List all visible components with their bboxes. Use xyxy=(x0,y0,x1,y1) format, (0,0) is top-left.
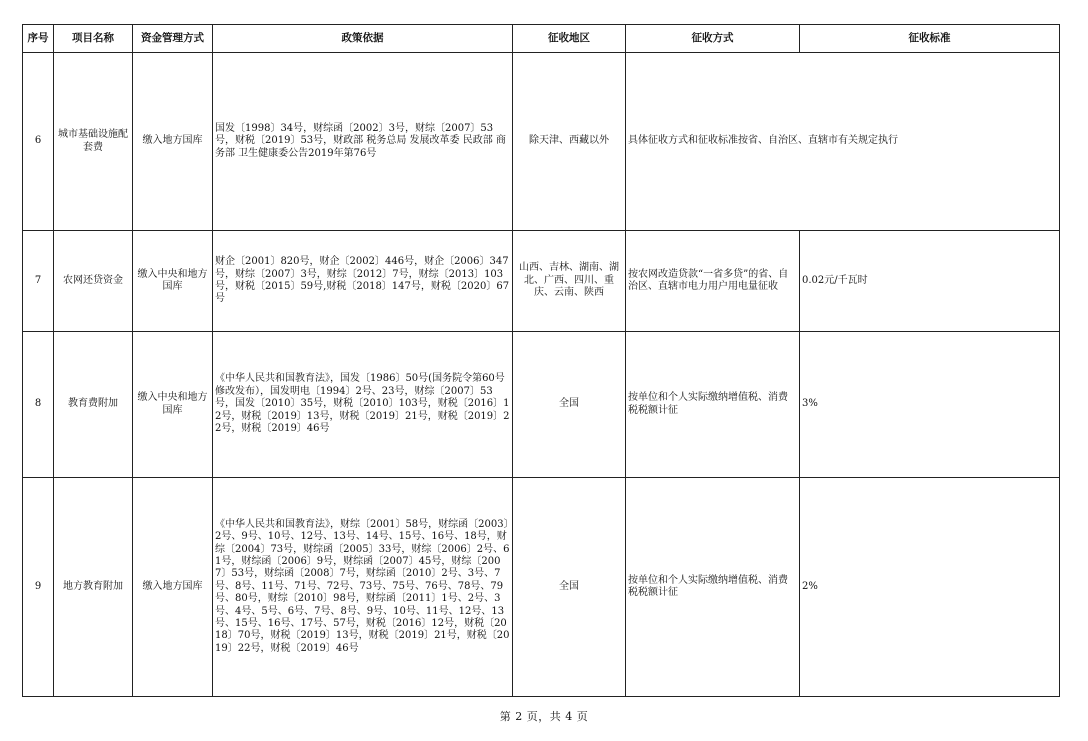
header-policy: 政策依据 xyxy=(213,25,513,53)
header-row xyxy=(23,25,1060,53)
row-method: 按农网改造贷款“一省多贷”的省、自治区、直辖市电力用户用电量征收 xyxy=(626,231,800,332)
row-region: 全国 xyxy=(513,332,626,478)
header-standard: 征收标准 xyxy=(800,25,1060,53)
row-seq: 7 xyxy=(23,231,54,332)
header-method: 征收方式 xyxy=(626,25,800,53)
row-policy: 国发〔1998〕34号，财综函〔2002〕3号，财综〔2007〕53号，财税〔2019〕53号，财政部 税务总局 发展改革委 民政部 商务部 卫生健康委公告2019年第76号 xyxy=(213,53,513,231)
row-region: 除天津、西藏以外 xyxy=(513,53,626,231)
row-mgmt: 缴入地方国库 xyxy=(133,478,213,697)
row-seq: 6 xyxy=(23,53,54,231)
row-name: 教育费附加 xyxy=(54,332,133,478)
header-region: 征收地区 xyxy=(513,25,626,53)
table-row xyxy=(23,332,1060,478)
row-name: 城市基础设施配套费 xyxy=(54,53,133,231)
row-name: 农网还贷资金 xyxy=(54,231,133,332)
table-row xyxy=(23,53,1060,231)
row-region: 山西、吉林、湖南、湖北、广西、四川、重庆、云南、陕西 xyxy=(513,231,626,332)
row-region: 全国 xyxy=(513,478,626,697)
header-seq: 序号 xyxy=(23,25,54,53)
header-mgmt: 资金管理方式 xyxy=(133,25,213,53)
page-footer: 第 2 页，共 4 页 xyxy=(499,710,589,723)
table-row xyxy=(23,231,1060,332)
row-name: 地方教育附加 xyxy=(54,478,133,697)
table-row xyxy=(23,478,1060,697)
row-policy: 财企〔2001〕820号，财企〔2002〕446号，财企〔2006〕347号，财综〔2007〕3号，财综〔2012〕7号，财综〔2013〕103号，财税〔2015〕59号,财税〔2018〕147号，财税〔2020〕67号 xyxy=(213,231,513,332)
row-seq: 8 xyxy=(23,332,54,478)
row-mgmt: 缴入中央和地方国库 xyxy=(133,231,213,332)
row-standard: 3% xyxy=(800,332,1060,478)
header-name: 项目名称 xyxy=(54,25,133,53)
fee-table xyxy=(22,24,1060,697)
row-policy: 《中华人民共和国教育法》，财综〔2001〕58号，财综函〔2003〕2号、9号、10号、12号、13号、14号、15号、16号、18号，财综〔2004〕73号，财综函〔2005〕33号，财综〔2006〕2号、61号，财综函〔2006〕9号，财综函〔2007〕45号，财综〔2007〕53号，财综函〔2008〕7号，财综函〔2010〕2号、3号、7号、8号、11号、71号、72号、73号、75号、76号、78号、79号、80号，财综〔2010〕98号，财综函〔2011〕1号、2号、3号、4号、5号、6号、7号、8号、9号、10号、11号、12号、13号、15号、16号、17号、57号，财税〔2016〕12号，财税〔2018〕70号，财税〔2019〕13号，财税〔2019〕21号，财税〔2019〕22号，财税〔2019〕46号 xyxy=(213,478,513,697)
row-mgmt: 缴入中央和地方国库 xyxy=(133,332,213,478)
row-seq: 9 xyxy=(23,478,54,697)
row-policy: 《中华人民共和国教育法》，国发〔1986〕50号(国务院令第60号修改发布），国发明电〔1994〕2号、23号，财综〔2007〕53号，国发〔2010〕35号，财税〔2010〕103号，财税〔2016〕12号，财税〔2019〕13号，财税〔2019〕21号，财税〔2019〕22号，财税〔2019〕46号 xyxy=(213,332,513,478)
row-mgmt: 缴入地方国库 xyxy=(133,53,213,231)
row-standard: 2% xyxy=(800,478,1060,697)
row-method: 按单位和个人实际缴纳增值税、消费税税额计征 xyxy=(626,332,800,478)
row-standard: 0.02元/千瓦时 xyxy=(800,231,1060,332)
row-method-and-standard: 具体征收方式和征收标准按省、自治区、直辖市有关规定执行 xyxy=(626,53,1060,231)
row-method: 按单位和个人实际缴纳增值税、消费税税额计征 xyxy=(626,478,800,697)
